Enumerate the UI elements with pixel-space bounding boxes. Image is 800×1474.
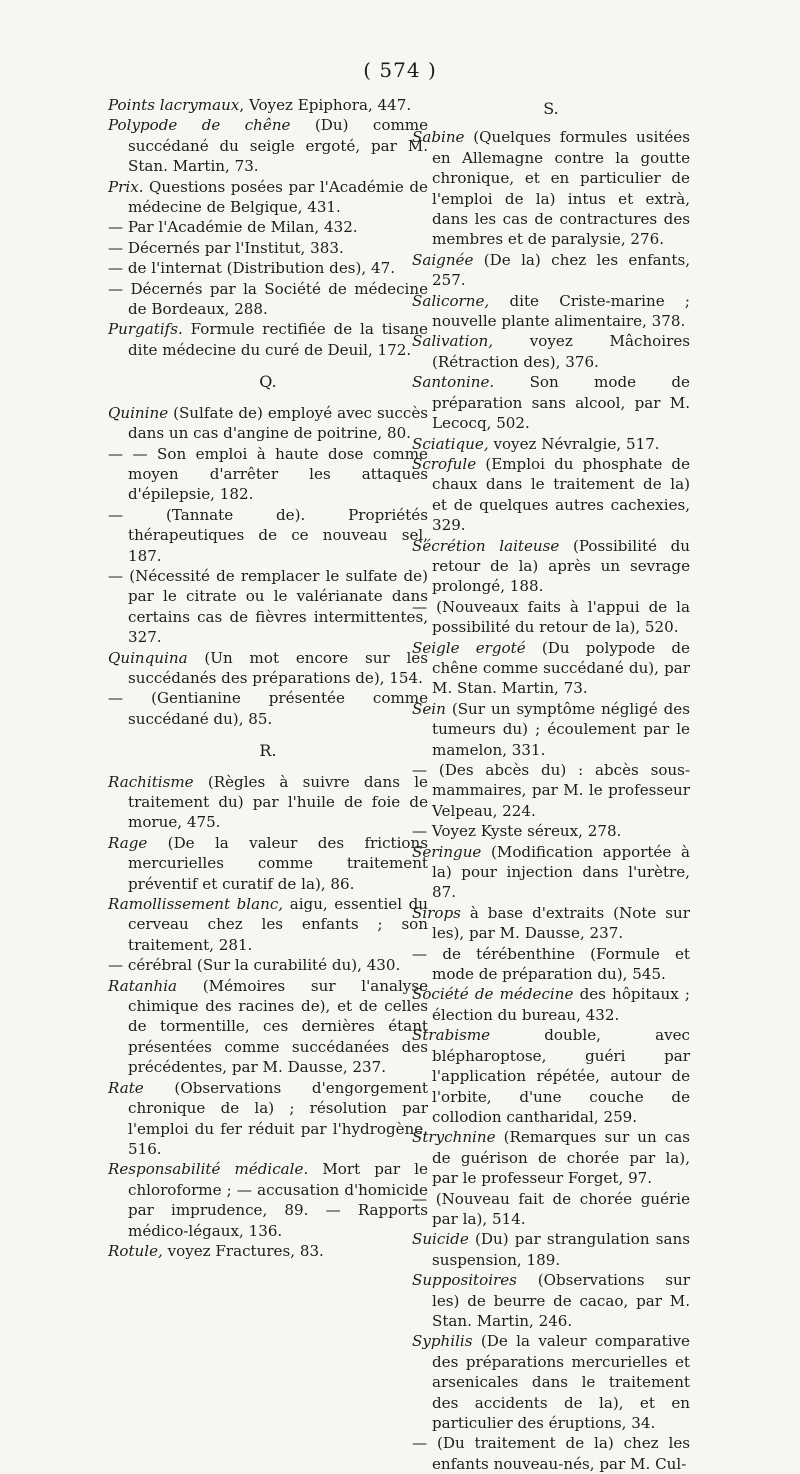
entry-text: — Voyez Kyste séreux, 278.	[412, 822, 622, 841]
entry-text: , Voyez Epiphora, 447.	[239, 96, 412, 114]
entry-text: — de térébenthine (Formule et mode de préparation du), 545.	[412, 944, 690, 984]
index-entry	[412, 536, 690, 597]
entry-heading: Saignée	[412, 250, 474, 269]
entry-heading: Ratanhia	[108, 976, 178, 995]
entry-heading: Purgatifs.	[108, 320, 183, 339]
entry-text: Questions posées par l'Académie de médecine de Belgique, 431.	[128, 177, 428, 217]
entry-text: — (Nouveau fait de chorée guérie par la), 514.	[412, 1189, 690, 1228]
entry-heading: Suppositoires	[412, 1271, 517, 1290]
entry-text: (Quelques formules usitées en Allemagne contre la goutte chronique, et en particulier de l'emploi de la) intus et extrà, dans les cas de contractures des membres et de paralysie, 276.	[432, 128, 690, 249]
index-entry	[412, 1433, 690, 1474]
entry-text: (Emploi du phosphate de chaux dans le traitement de la) et de quelques autres cachexies, 329.	[432, 454, 690, 535]
entry-heading: Société de médecine	[412, 985, 574, 1004]
index-entry	[108, 894, 428, 955]
index-entry	[412, 1127, 690, 1188]
index-entry	[412, 1229, 690, 1270]
entry-text: — Décernés par la Société de médecine de Bordeaux, 288.	[108, 279, 428, 319]
entry-heading: Salivation,	[412, 332, 494, 351]
entry-heading: Suicide	[412, 1230, 469, 1249]
index-entry	[108, 217, 428, 237]
index-entry	[108, 279, 428, 320]
entry-text: (Du) comme succédané du seigle ergoté, par M. Stan. Martin, 73.	[128, 116, 429, 176]
index-entry	[108, 95, 428, 115]
entry-text: — (Gentianine présentée comme succédané du), 85.	[108, 689, 428, 728]
index-entry	[108, 319, 428, 360]
index-entry	[108, 258, 428, 278]
section-letter-r: R.	[259, 741, 277, 761]
entry-heading: Seigle ergoté	[412, 638, 526, 657]
index-entry	[108, 648, 428, 689]
section-r-entries	[108, 772, 428, 1262]
entry-text: (Possibilité du retour de la) après un sevrage prolongé, 188.	[432, 536, 690, 596]
entry-text: (Du) par strangulation sans suspension, 189.	[432, 1230, 690, 1269]
index-entry	[412, 250, 690, 291]
entry-text: (Du polypode de chêne comme succédané du), par M. Stan. Martin, 73.	[432, 638, 690, 698]
index-entry	[412, 1270, 690, 1331]
entry-text: Son mode de préparation sans alcool, par M. Lecocq, 502.	[432, 373, 690, 433]
entry-heading: Santonine.	[412, 373, 495, 392]
entry-text: voyez Névralgie, 517.	[488, 434, 660, 453]
entry-heading: Scrofule	[412, 454, 477, 473]
index-entry	[108, 833, 428, 894]
entry-text: — Décernés par l'Institut, 383.	[108, 238, 344, 257]
index-entry	[108, 566, 428, 648]
index-entry	[412, 760, 690, 821]
entry-text: dite Criste-marine ; nouvelle plante alimentaire, 378.	[432, 291, 690, 331]
index-entry	[412, 434, 690, 454]
entry-heading: Sabine	[412, 128, 465, 147]
entry-text: — (Du traitement de la) chez les enfants nouveau-nés, par M. Cul-	[412, 1434, 690, 1473]
entry-text: double, avec blépharoptose, guéri par l'application répétée, autour de l'orbite, d'une couche de collodion cantharidal, 259.	[432, 1026, 690, 1126]
entry-heading: Quinquina	[108, 648, 188, 667]
index-entry	[108, 1241, 428, 1261]
index-entry	[108, 976, 428, 1078]
entry-heading: Seringue	[412, 842, 482, 861]
entry-text: Mort par le chloroforme ; — accusation d'homicide par imprudence, 89. — Rapports médico-légaux, 136.	[128, 1160, 428, 1240]
index-entry	[108, 505, 428, 566]
entry-heading: Ramollissement blanc,	[108, 895, 284, 914]
page-number: ( 574 )	[363, 58, 437, 82]
entry-text: Formule rectifiée de la tisane dite médecine du curé de Deuil, 172.	[128, 320, 428, 359]
entry-text: (Règles à suivre dans le traitement du) par l'huile de foie de morue, 475.	[128, 772, 428, 832]
entry-heading: Points lacrymaux	[108, 96, 240, 114]
entry-text: — (Nécessité de remplacer le sulfate de) par le citrate ou le valérianate dans certains cas de fièvres intermittentes, 327.	[108, 566, 428, 647]
index-entry	[412, 944, 690, 985]
entry-text: — cérébral (Sur la curabilité du), 430.	[108, 956, 401, 975]
index-entry	[108, 115, 428, 176]
entry-text: — Par l'Académie de Milan, 432.	[108, 218, 358, 237]
entry-heading: Rage	[108, 833, 148, 852]
right-column	[412, 95, 690, 1474]
entry-text: (De la) chez les enfants, 257.	[432, 250, 690, 290]
entry-heading: Quinine	[108, 403, 169, 422]
index-entry	[412, 984, 690, 1025]
entry-heading: Rachitisme	[108, 772, 194, 791]
entry-heading: Polypode de chêne	[108, 116, 291, 135]
index-entry	[108, 955, 428, 975]
section-letter-s: S.	[543, 99, 559, 118]
index-entry	[108, 688, 428, 729]
entry-text: voyez Fractures, 83.	[162, 1241, 324, 1260]
section-q-entries	[108, 403, 428, 730]
index-entry	[412, 842, 690, 903]
index-entry	[108, 1159, 428, 1241]
entry-text: aigu, essentiel du cerveau chez les enfants ; son traitement, 281.	[128, 895, 429, 954]
entry-heading: Rate	[108, 1078, 144, 1097]
index-entry	[412, 127, 690, 249]
entry-text: (Observations d'engorgement chronique de la) ; résolution par l'emploi du fer réduit par l'hydrogène, 516.	[128, 1078, 428, 1158]
entry-text: (Sur un symptôme négligé des tumeurs du) ; écoulement par le mamelon, 331.	[432, 699, 690, 759]
entry-text: — (Tannate de). Propriétés thérapeutiques de ce nouveau sel, 187.	[108, 505, 428, 565]
entry-text: (Sulfate de) employé avec succès dans un cas d'angine de poitrine, 80.	[128, 403, 428, 443]
entry-heading: Sécrétion laiteuse	[412, 536, 560, 555]
entry-heading: Sciatique,	[412, 434, 489, 453]
entry-text: (Un mot encore sur les succédanés des préparations de), 154.	[128, 648, 428, 687]
index-entry	[412, 291, 690, 332]
entry-text: (De la valeur comparative des préparations mercurielles et arsenicales dans le traitement des accidents de la), et en particulier des éruptions, 34.	[432, 1332, 690, 1432]
entry-heading: Salicorne,	[412, 291, 490, 310]
entry-text: voyez Mâchoires (Rétraction des), 376.	[432, 332, 690, 371]
index-entry	[108, 772, 428, 833]
index-entry	[412, 331, 690, 372]
entry-heading: Sirops	[412, 903, 461, 922]
index-entry	[412, 597, 690, 638]
entry-heading: Rotule,	[108, 1241, 163, 1260]
entry-heading: Responsabilité médicale.	[108, 1160, 309, 1179]
index-entry	[412, 821, 690, 841]
index-entry	[108, 1078, 428, 1160]
entry-heading: Strychnine	[412, 1128, 496, 1147]
index-entry	[108, 444, 428, 505]
entry-text: (Remarques sur un cas de guérison de chorée par la), par le professeur Forget, 97.	[432, 1128, 690, 1188]
entry-text: — (Des abcès du) : abcès sous-mammaires, par M. le professeur Velpeau, 224.	[412, 761, 690, 820]
index-entry	[412, 903, 690, 944]
section-s-entries	[412, 127, 690, 1474]
left-column	[108, 95, 428, 1261]
index-entry	[412, 454, 690, 536]
index-entry	[412, 1025, 690, 1127]
index-entry	[108, 403, 428, 444]
entry-text: — de l'internat (Distribution des), 47.	[108, 259, 395, 278]
index-entry	[412, 1189, 690, 1230]
entry-heading: Sein	[412, 699, 446, 718]
index-entry	[108, 238, 428, 258]
section-p-entries	[108, 95, 428, 360]
entry-text: (Modification apportée à la) pour injection dans l'urètre, 87.	[432, 842, 690, 902]
index-entry	[108, 177, 428, 218]
index-entry	[412, 372, 690, 433]
index-entry	[412, 699, 690, 760]
entry-text: à base d'extraits (Note sur les), par M. Dausse, 237.	[432, 903, 690, 943]
entry-heading: Prix.	[108, 177, 144, 196]
entry-text: — (Nouveaux faits à l'appui de la possibilité du retour de la), 520.	[412, 597, 690, 637]
entry-heading: Syphilis	[412, 1332, 473, 1351]
entry-text: — — Son emploi à haute dose comme moyen d'arrêter les attaques d'épilepsie, 182.	[108, 444, 428, 504]
entry-heading: Strabisme	[412, 1026, 491, 1045]
entry-text: (De la valeur des frictions mercurielles comme traitement préventif et curatif de la), 86.	[128, 833, 428, 893]
entry-text: (Mémoires sur l'analyse chimique des racines de), et de celles de tormentille, ces dernières étant présentées comme succédanées des précédentes, par M. Dausse, 237.	[128, 976, 428, 1077]
entry-text: (Observations sur les) de beurre de cacao, par M. Stan. Martin, 246.	[432, 1271, 690, 1330]
section-letter-q: Q.	[259, 372, 277, 392]
index-entry	[412, 638, 690, 699]
entry-text: des hôpitaux ; élection du bureau, 432.	[432, 985, 690, 1024]
index-entry	[412, 1331, 690, 1433]
